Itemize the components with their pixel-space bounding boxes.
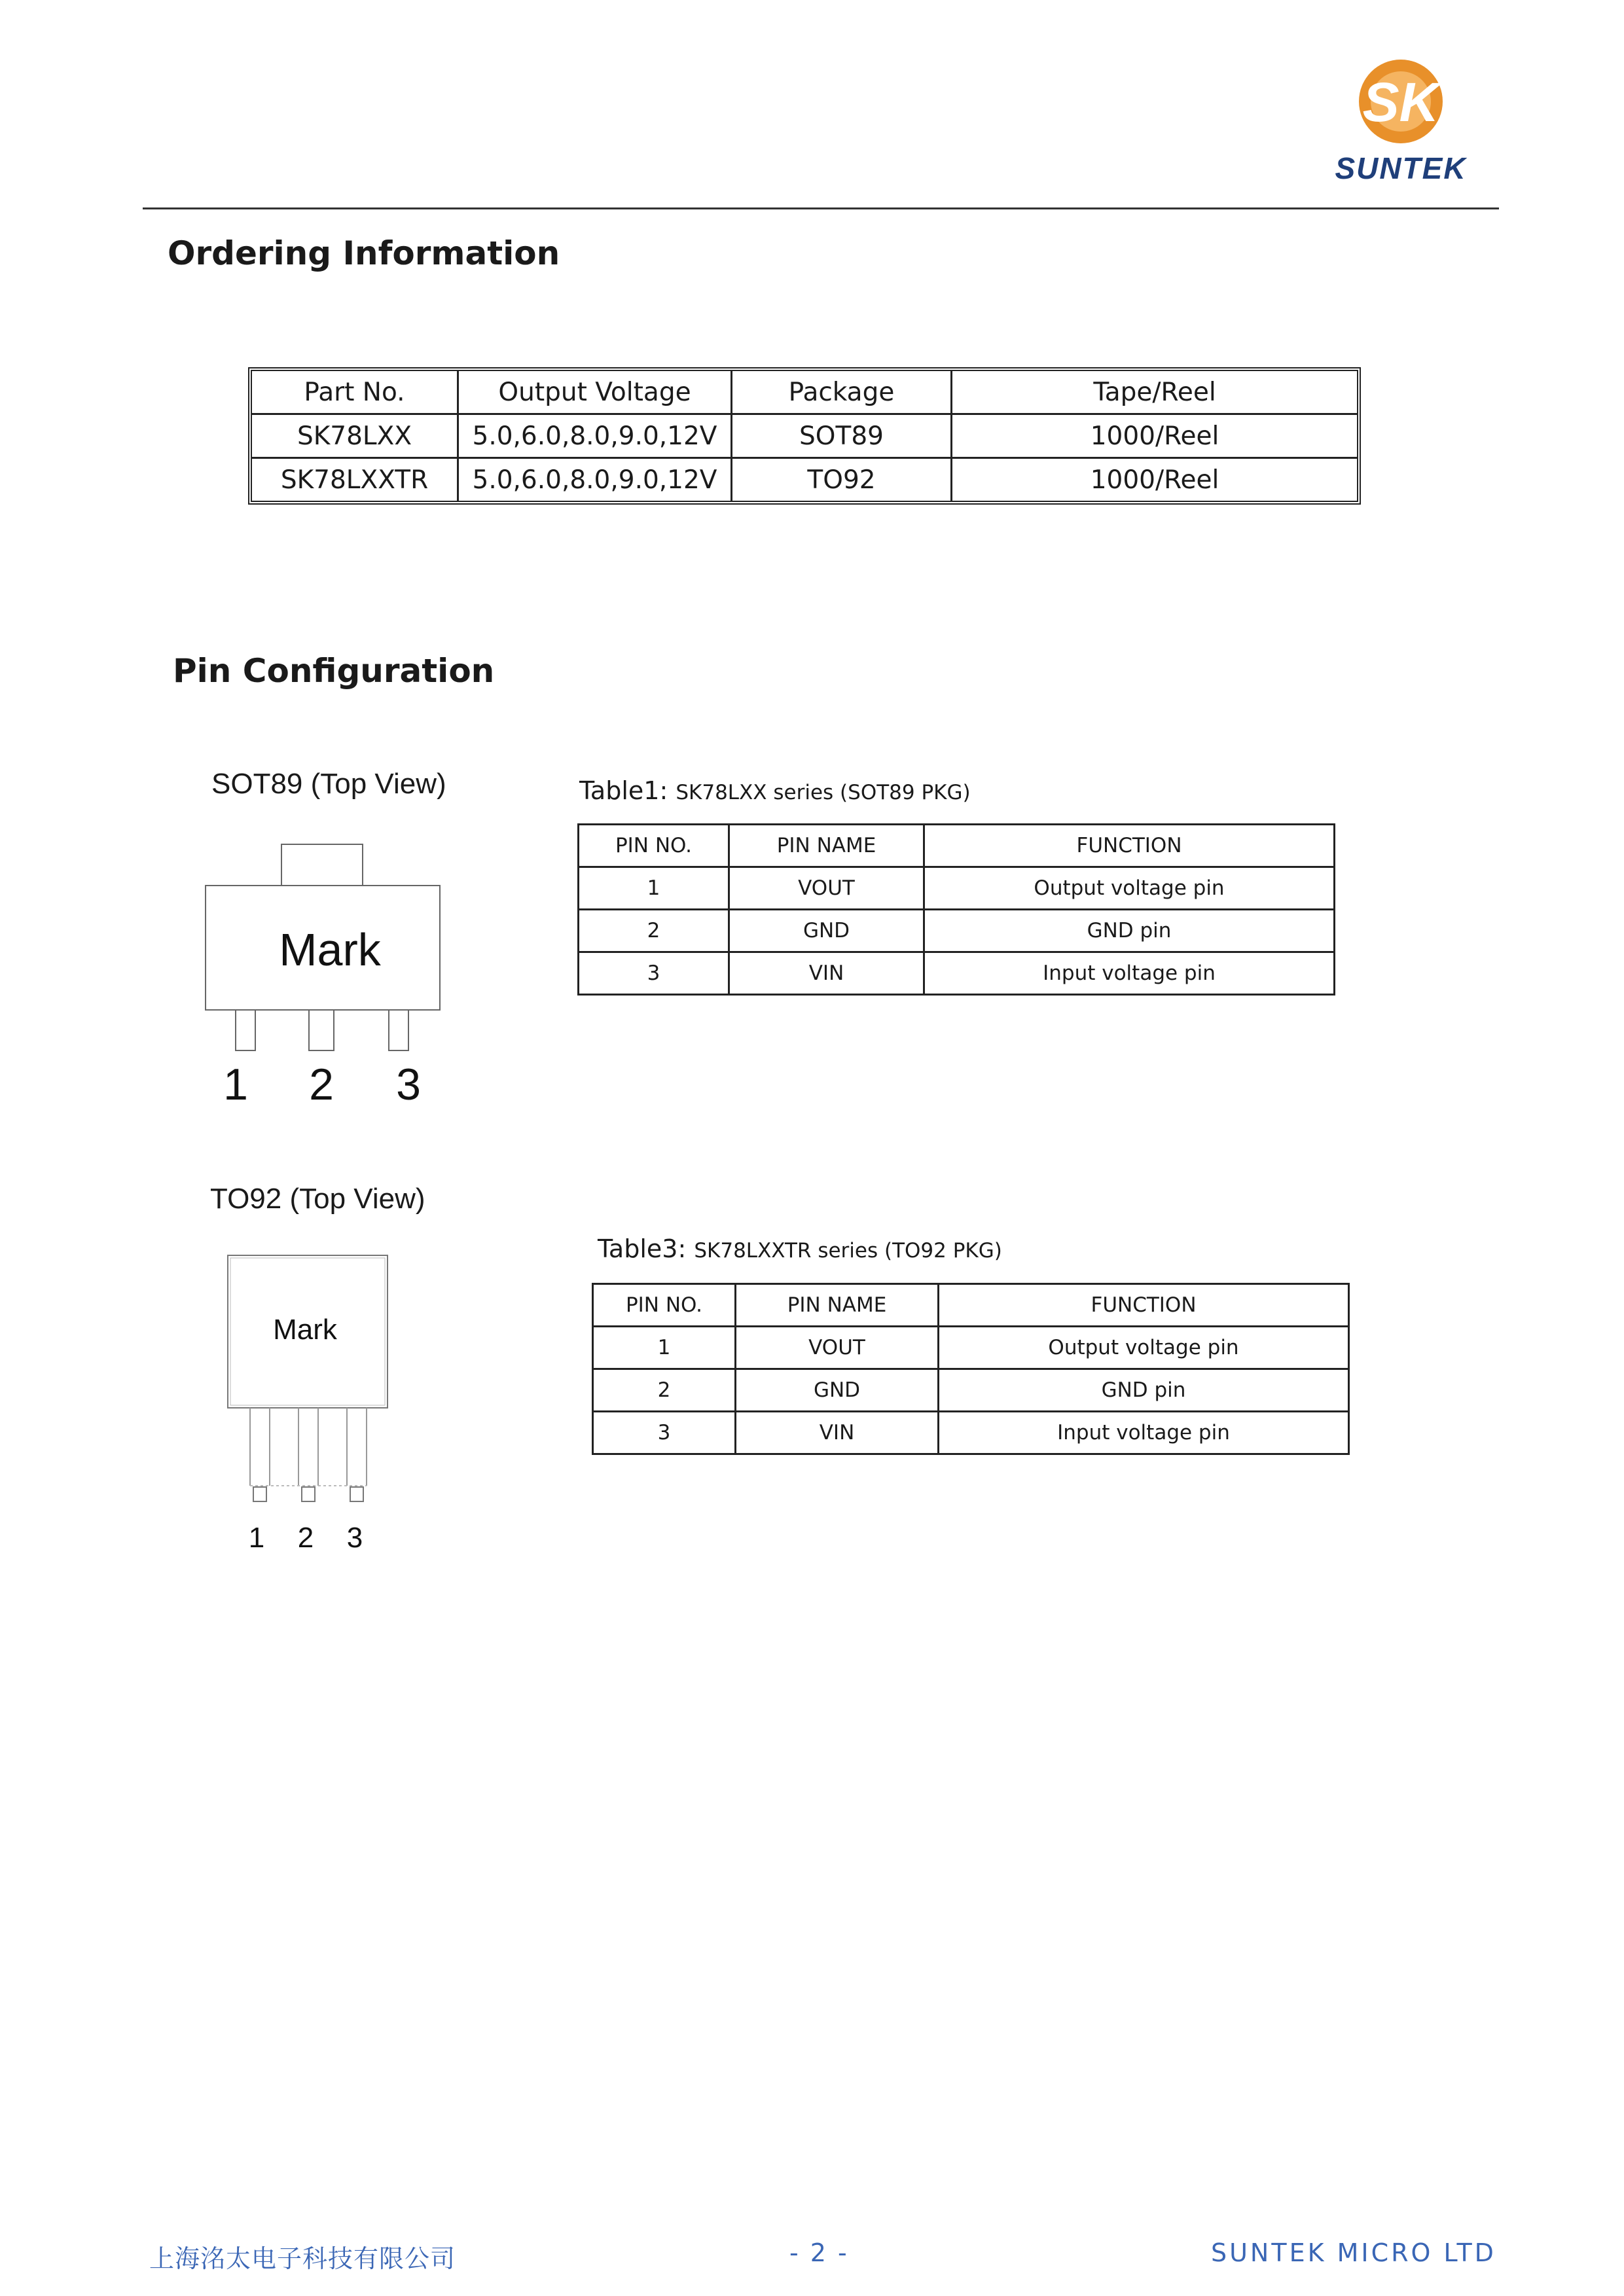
- footer-company-en: SUNTEK MICRO LTD: [1211, 2238, 1496, 2267]
- table-cell: VOUT: [736, 1327, 939, 1369]
- table-cell: Output voltage pin: [939, 1327, 1349, 1369]
- table-cell: 1000/Reel: [1090, 465, 1219, 495]
- sot89-pin-label: 3: [396, 1060, 421, 1109]
- table-cell: 1: [579, 867, 729, 910]
- ordering-title: Ordering Information: [168, 234, 560, 272]
- to92-pin-lead: [302, 1487, 315, 1501]
- ordering-table: [248, 367, 1361, 505]
- to92-pin-lead: [253, 1487, 266, 1501]
- sot89-pin-lead: [309, 1010, 334, 1050]
- table-cell: Output voltage pin: [924, 867, 1335, 910]
- table-cell: SK78LXXTR: [252, 459, 459, 501]
- table-cell: GND pin: [939, 1369, 1349, 1412]
- table-cell: 3: [579, 952, 729, 995]
- footer-company-cn: 上海洺太电子科技有限公司: [149, 2244, 456, 2273]
- table3-caption: [598, 1234, 1002, 1263]
- header-cell: FUNCTION: [924, 825, 1335, 867]
- header-cell: Package: [732, 371, 952, 415]
- table-cell: Input voltage pin: [939, 1412, 1349, 1454]
- sot89-mark: Mark: [279, 924, 381, 975]
- to92-title: TO92 (Top View): [210, 1183, 425, 1215]
- header-cell: PIN NAME: [736, 1284, 939, 1327]
- table-row: [579, 910, 1335, 952]
- table1-caption-label: Table1:: [579, 776, 668, 805]
- header-rule: [143, 207, 1499, 209]
- table-cell: SOT89: [732, 415, 952, 459]
- table-row: [579, 952, 1335, 995]
- table-row: [593, 1327, 1349, 1369]
- header-cell: FUNCTION: [939, 1284, 1349, 1327]
- pin-header-row: [579, 825, 1335, 867]
- to92-pin-table: [592, 1283, 1350, 1455]
- sot89-title: SOT89 (Top View): [211, 768, 446, 800]
- header-cell: Part No.: [252, 371, 459, 415]
- sot89-pin-label: 2: [309, 1060, 334, 1109]
- table3-caption-text: SK78LXXTR series (TO92 PKG): [694, 1239, 1002, 1263]
- sot89-tab: [281, 844, 363, 886]
- table-cell: 2: [579, 910, 729, 952]
- table-cell: VOUT: [729, 867, 924, 910]
- table-cell: Input voltage pin: [924, 952, 1335, 995]
- to92-mark: Mark: [273, 1314, 337, 1346]
- table-cell: 3: [593, 1412, 736, 1454]
- pin-header-row: [593, 1284, 1349, 1327]
- to92-pin-lead: [350, 1487, 363, 1501]
- logo-brand: SUNTEK: [1335, 151, 1467, 185]
- table-cell: GND: [736, 1369, 939, 1412]
- header-cell: PIN NO.: [593, 1284, 736, 1327]
- sot89-pin-table: [577, 823, 1335, 996]
- to92-pin-label: 3: [346, 1522, 363, 1554]
- header-cell: Output Voltage: [459, 371, 732, 415]
- header-cell: Tape/Reel: [952, 371, 1357, 415]
- table3-caption-label: Table3:: [598, 1234, 687, 1263]
- table1-caption: [579, 776, 971, 805]
- table-row: [252, 415, 1357, 459]
- footer-page-number: - 2 -: [789, 2238, 849, 2267]
- sot89-pin-lead: [236, 1010, 255, 1050]
- table-cell: 5.0,6.0,8.0,9.0,12V: [459, 459, 732, 501]
- table-cell: 1000/Reel: [952, 415, 1357, 459]
- table1-caption-text: SK78LXX series (SOT89 PKG): [676, 781, 971, 804]
- table-cell: VIN: [729, 952, 924, 995]
- table-row: [252, 459, 1357, 501]
- suntek-logo: [1316, 56, 1486, 187]
- ordering-header-row: [252, 371, 1357, 415]
- table-cell: 1: [593, 1327, 736, 1369]
- table-cell: GND: [729, 910, 924, 952]
- to92-package-diagram: [216, 1244, 412, 1558]
- header-cell: PIN NAME: [729, 825, 924, 867]
- pin-config-title: Pin Configuration: [173, 652, 495, 690]
- to92-pin-label: 2: [297, 1522, 314, 1554]
- table-row: [593, 1412, 1349, 1454]
- sot89-pin-label: 1: [223, 1060, 248, 1109]
- logo-letters: SK: [1362, 71, 1439, 133]
- table-cell: 5.0,6.0,8.0,9.0,12V: [459, 415, 732, 459]
- to92-pin-label: 1: [248, 1522, 265, 1554]
- table-cell: SK78LXX: [252, 415, 459, 459]
- table-cell: VIN: [736, 1412, 939, 1454]
- table-cell: GND pin: [924, 910, 1335, 952]
- sot89-package-diagram: [196, 838, 458, 1113]
- table-row: [579, 867, 1335, 910]
- sot89-pin-lead: [389, 1010, 408, 1050]
- header-cell: PIN NO.: [579, 825, 729, 867]
- table-cell: 2: [593, 1369, 736, 1412]
- table-row: [593, 1369, 1349, 1412]
- table-cell: TO92: [732, 459, 952, 501]
